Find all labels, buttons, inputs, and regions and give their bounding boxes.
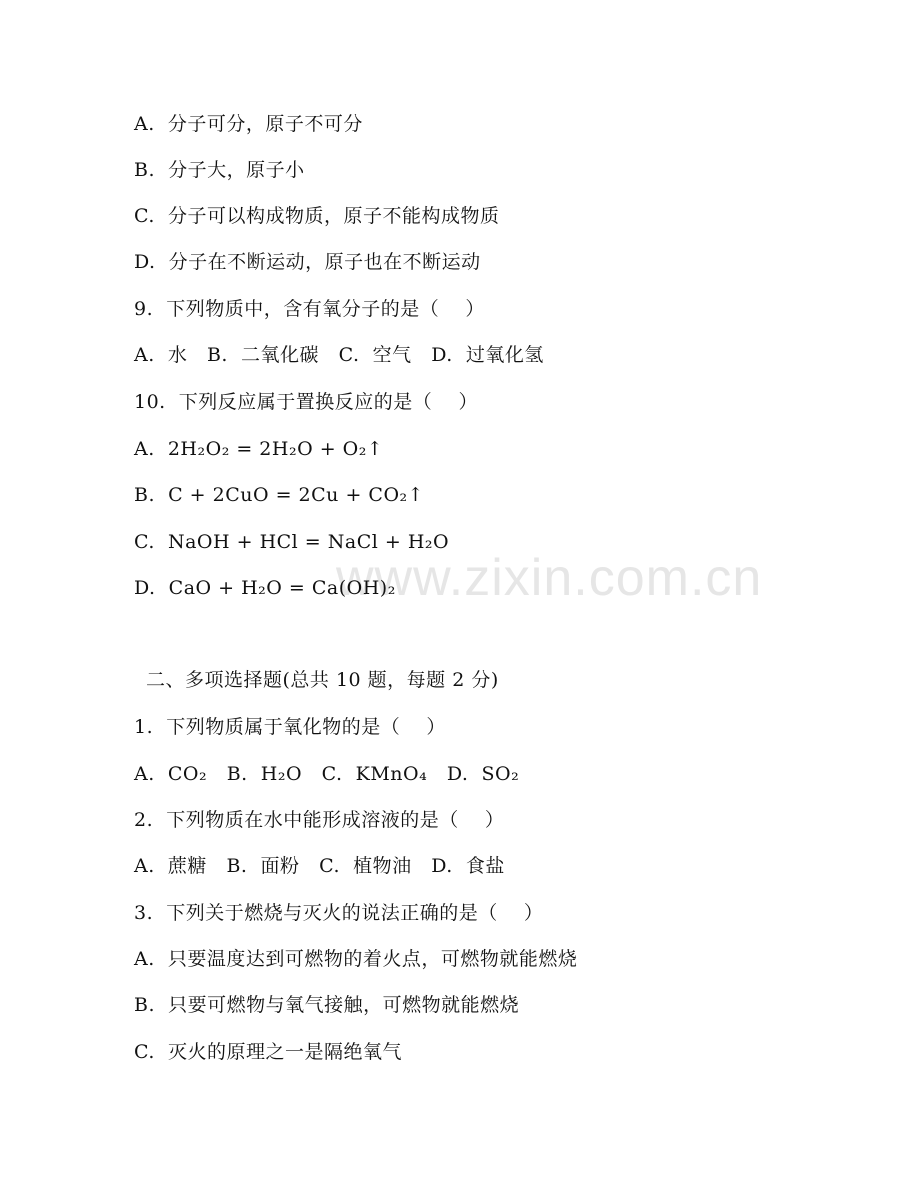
question-line: 1. 下列物质属于氧化物的是（ ） bbox=[134, 716, 446, 738]
option-line: A. 只要温度达到可燃物的着火点，可燃物就能燃烧 bbox=[134, 948, 578, 970]
option-line: B. 只要可燃物与氧气接触，可燃物就能燃烧 bbox=[134, 994, 520, 1016]
question-line: 10. 下列反应属于置换反应的是（ ） bbox=[134, 391, 478, 413]
option-line: A. 分子可分，原子不可分 bbox=[134, 113, 363, 135]
option-line: A. 2H₂O₂ = 2H₂O + O₂↑ bbox=[134, 438, 384, 460]
question-line: 3. 下列关于燃烧与灭火的说法正确的是（ ） bbox=[134, 902, 544, 924]
option-line: A. 蔗糖 B. 面粉 C. 植物油 D. 食盐 bbox=[134, 855, 505, 877]
question-line: 2. 下列物质在水中能形成溶液的是（ ） bbox=[134, 809, 505, 831]
section-title: 二、多项选择题(总共 10 题，每题 2 分) bbox=[146, 669, 499, 691]
option-line: D. CaO + H₂O = Ca(OH)₂ bbox=[134, 577, 396, 599]
option-line: D. 分子在不断运动，原子也在不断运动 bbox=[134, 251, 481, 273]
watermark: www.zixin.com.cn bbox=[336, 549, 763, 607]
option-line: C. NaOH + HCl = NaCl + H₂O bbox=[134, 531, 450, 553]
option-line: B. C + 2CuO = 2Cu + CO₂↑ bbox=[134, 484, 425, 506]
option-line: A. CO₂ B. H₂O C. KMnO₄ D. SO₂ bbox=[134, 763, 520, 785]
option-line: C. 分子可以构成物质，原子不能构成物质 bbox=[134, 205, 500, 227]
option-line: A. 水 B. 二氧化碳 C. 空气 D. 过氧化氢 bbox=[134, 344, 544, 366]
question-line: 9. 下列物质中，含有氧分子的是（ ） bbox=[134, 298, 485, 320]
option-line: B. 分子大，原子小 bbox=[134, 159, 305, 181]
option-line: C. 灭火的原理之一是隔绝氧气 bbox=[134, 1041, 402, 1063]
